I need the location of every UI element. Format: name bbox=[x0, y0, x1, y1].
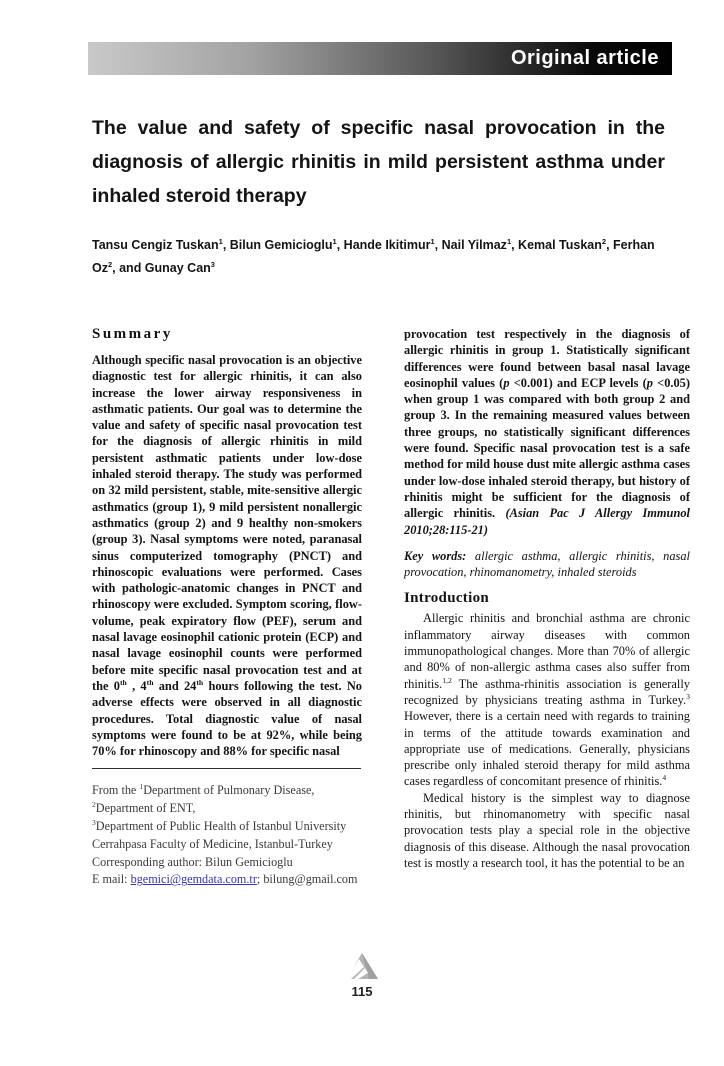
introduction-paragraph-2: Medical history is the simplest way to diagnose rhinitis, but rhinomanometry with specific nasal provocation tests play a special role in the objective diagnosis of this disease. Although the nasal provocation test is mostly a research tool, it has the potential to be an bbox=[404, 790, 690, 870]
footnote-line-corresponding-author: Corresponding author: Bilun Gemicioglu bbox=[92, 854, 293, 869]
summary-continuation: provocation test respectively in the diagnosis of allergic rhinitis in group 1. Statistically significant differences were found between basal nasal lavage eosinophil values (p <0.001) and ECP levels (p <0.05) when group 1 was compared with both group 2 and group 3. In the remaining measured values between three groups, no statistically significant differences were found. Specific nasal provocation test is a safe method for mild house dust mite allergic asthma cases under low-dose inhaled steroid therapy, but history of rhinitis might be sufficient for the diagnosis of allergic rhinitis. (Asian Pac J Allergy Immunol 2010;28:115-21) bbox=[404, 327, 690, 537]
email-link[interactable]: bgemici@gemdata.com.tr bbox=[130, 872, 257, 887]
article-type-banner bbox=[88, 42, 672, 75]
summary-text: Although specific nasal provocation is an objective diagnostic test for allergic rhinitis, it can also increase the lower airway responsiveness in asthmatic patients. Our goal was to determine the value and safety of specific nasal provocation test for the diagnosis of allergic rhinitis in mild persistent asthmatic patients under low-dose inhaled steroid therapy. The study was performed on 32 mild persistent, stable, mite-sensitive allergic asthmatics (group 1), 9 mild persistent nonallergic asthmatics (group 2) and 9 healthy non-smokers (group 3). Nasal symptoms were noted, paranasal sinus computerized tomography (PNCT) and rhinoscopic evaluations were performed. Cases with pathologic-anatomic changes in PNCT and rhinoscopy were excluded. Symptom scoring, flow-volume, peak expiratory flow (PEF), serum and nasal lavage eosinophil cationic protein (ECP) and nasal lavage eosinophil counts were performed before mite specific nasal provocation test and at the 0th , 4th and 24th hours following the test. No adverse effects were observed in all diagnostic procedures. Total diagnostic value of nasal symptoms were found to be at 92%, while being 70% for rhinoscopy and 88% for specific nasal bbox=[92, 353, 362, 759]
publisher-logo-icon bbox=[345, 952, 379, 980]
page-number: 115 bbox=[351, 984, 373, 999]
keywords-text: allergic asthma, allergic rhinitis, nasal provocation, rhinomanometry, inhaled steroids bbox=[404, 548, 690, 580]
keywords-label: Key words: bbox=[404, 548, 467, 563]
left-column bbox=[92, 326, 362, 889]
footnote-line-affiliation-1: From the $^1$Department of Pulmonary Disease, bbox=[92, 782, 315, 798]
footnote-line-email: E mail: bgemici@gemdata.com.tr; bilung@gmail.com bbox=[92, 872, 358, 887]
page-footer bbox=[0, 952, 724, 999]
authors-line: Tansu Cengiz Tuskan$^1$, Bilun Gemicioglu$^1$, Hande Ikitimur$^1$, Nail Yilmaz$^1$, Kemal Tuskan$^2$, Ferhan Oz$^2$, and Gunay Can$^3$ bbox=[92, 236, 655, 275]
footnote-line-affiliation-3: $^3$Department of Public Health of Istanbul University bbox=[92, 817, 347, 834]
introduction-heading: Introduction bbox=[404, 590, 490, 607]
right-column bbox=[404, 326, 690, 889]
journal-page bbox=[0, 42, 724, 1066]
keywords-paragraph bbox=[404, 548, 690, 581]
publisher-logo bbox=[0, 952, 724, 982]
footnote-line-affiliation-4: Cerrahpasa Faculty of Medicine, Istanbul-Turkey bbox=[92, 836, 333, 851]
footnote-block bbox=[92, 768, 362, 889]
footnote-divider bbox=[92, 768, 361, 769]
footnote-line-affiliation-2: $^2$Department of ENT, bbox=[92, 800, 196, 816]
article-title: The value and safety of specific nasal provocation in the diagnosis of allergic rhinitis in mild persistent asthma under inhaled steroid therapy bbox=[92, 117, 665, 207]
article-body bbox=[92, 326, 724, 889]
introduction-paragraph-1: Allergic rhinitis and bronchial asthma are chronic inflammatory airway diseases with common immunopathological changes. More than 70% of allergic and 80% of non-allergic asthma cases also suffer from rhinitis.$^{1,2}$ The asthma-rhinitis association is generally recognized by physicians treating asthma in Turkey.$^3$ However, there is a certain need with regards to training in terms of the attitude towards examination and appropriate use of medications. Generally, physicians prescribe only inhaled steroid therapy for mild asthma cases regardless of concomitant presence of rhinitis.$^4$ bbox=[404, 611, 690, 789]
banner-label: Original article bbox=[510, 47, 659, 69]
summary-heading: Summary bbox=[92, 326, 173, 342]
